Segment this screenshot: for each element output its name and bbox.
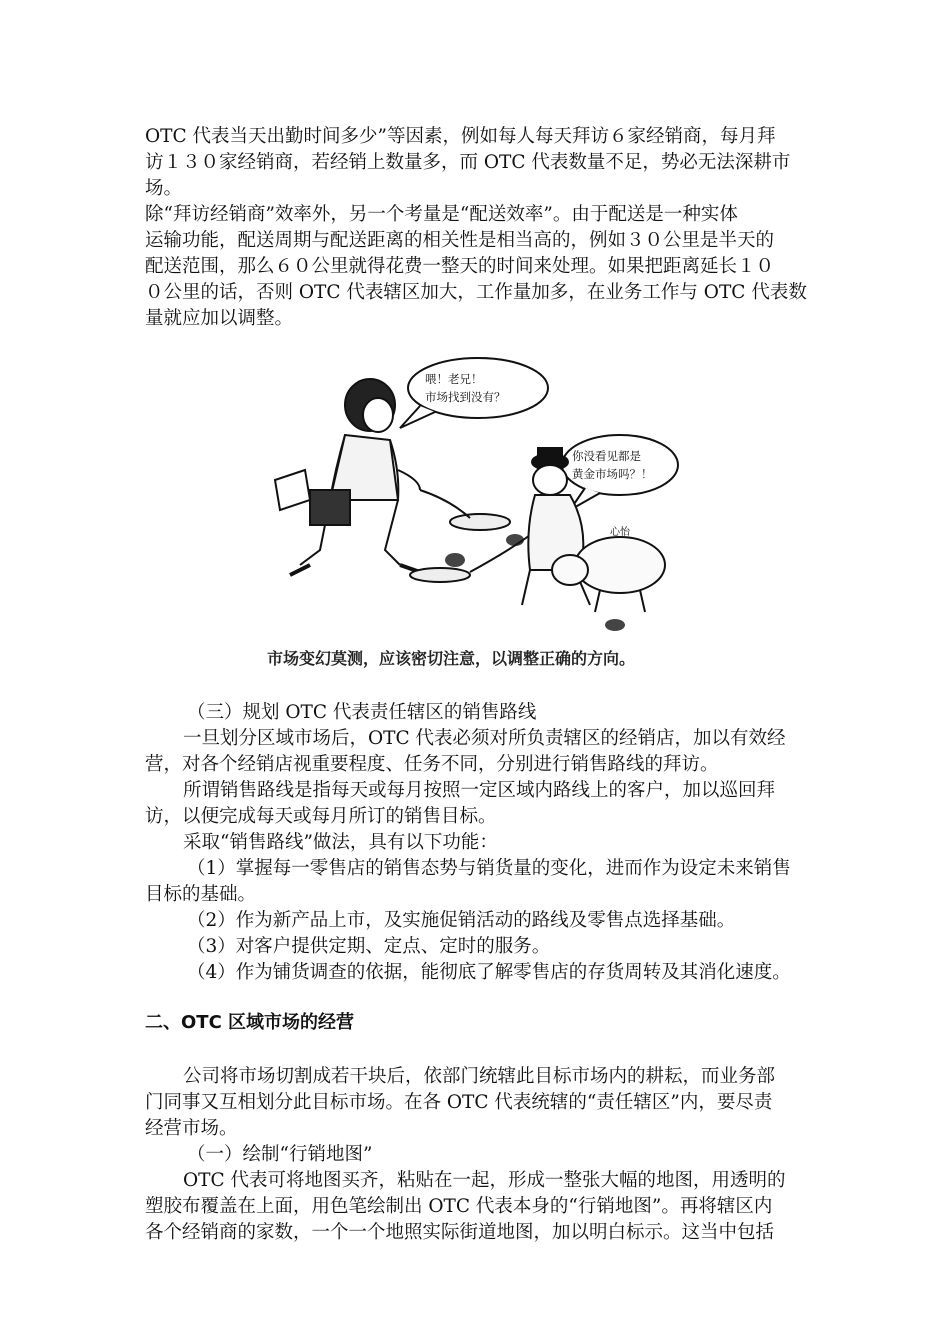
list-item-3: （3）对客户提供定期、定点、定时的服务。 xyxy=(187,936,551,957)
paragraph-line: 各个经销商的家数，一个一个地照实际街道地图，加以明白标示。这当中包括 xyxy=(145,1222,775,1243)
speech-bubble-left xyxy=(408,358,548,418)
figure-caption: 市场变幻莫测，应该密切注意，以调整正确的方向。 xyxy=(267,649,636,668)
paragraph-line: 配送范围，那么６０公里就得花费一整天的时间来处理。如果把距离延长１０ xyxy=(145,256,775,277)
bubble-left-line2: 市场找到没有？ xyxy=(425,390,506,404)
paragraph-line: 公司将市场切割成若干块后，依部门统辖此目标市场内的耕耘，而业务部 xyxy=(183,1066,776,1087)
paragraph-line: 除“拜访经销商”效率外，另一个考量是“配送效率”。由于配送是一种实体 xyxy=(145,204,738,225)
list-item-1: （1）掌握每一零售店的销售态势与销货量的变化，进而作为设定未来销售 xyxy=(187,858,791,879)
paragraph-line: 目标的基础。 xyxy=(145,884,257,905)
paragraph-line: ０公里的话，否则 OTC 代表辖区加大，工作量加多，在业务工作与 OTC 代表数 xyxy=(145,282,807,303)
paragraph-line: 门同事又互相划分此目标市场。在各 OTC 代表统辖的“责任辖区”内，要尽责 xyxy=(145,1092,773,1113)
paragraph-line: OTC 代表可将地图买齐，粘贴在一起，形成一整张大幅的地图，用透明的 xyxy=(183,1170,786,1191)
paragraph-line: 量就应加以调整。 xyxy=(145,308,294,329)
paragraph-line: 采取“销售路线”做法，具有以下功能： xyxy=(183,832,498,853)
paragraph-line: 塑胶布覆盖在上面，用色笔绘制出 OTC 代表本身的“行销地图”。再将辖区内 xyxy=(145,1196,773,1217)
detector-plate xyxy=(410,568,470,582)
paragraph-line: 访，以便完成每天或每月所订的销售目标。 xyxy=(145,806,497,827)
cartoon-illustration xyxy=(250,350,700,640)
list-item-4: （4）作为铺货调查的依据，能彻底了解零售店的存货周转及其消化速度。 xyxy=(187,962,791,983)
bubble-left-line1: 喂！老兄！ xyxy=(425,372,483,386)
artist-signature: 心怡 xyxy=(610,527,630,538)
paragraph-line: OTC 代表当天出勤时间多少”等因素，例如每人每天拜访６家经销商，每月拜 xyxy=(145,126,776,147)
paragraph-line: 所谓销售路线是指每天或每月按照一定区域内路线上的客户，加以巡回拜 xyxy=(183,780,776,801)
subsection-title: （一）绘制“行销地图” xyxy=(187,1144,373,1165)
paragraph-line: 营，对各个经销店视重要程度、任务不同，分别进行销售路线的拜访。 xyxy=(145,754,719,775)
paragraph-line: 场。 xyxy=(145,178,183,199)
list-item-2: （2）作为新产品上市，及实施促销活动的路线及零售点选择基础。 xyxy=(187,910,736,931)
paragraph-line: 经营市场。 xyxy=(145,1118,238,1139)
paragraph-line: 访１３０家经销商，若经销上数量多，而 OTC 代表数量不足，势必无法深耕市 xyxy=(145,152,791,173)
speech-bubble-right xyxy=(562,435,678,495)
bubble-right-line2: 黄金市场吗？！ xyxy=(572,467,653,481)
paragraph-line: 一旦划分区域市场后，OTC 代表必须对所负责辖区的经销店，加以有效经 xyxy=(183,728,786,749)
section-heading: 二、OTC 区域市场的经营 xyxy=(145,1012,355,1033)
bubble-right-line1: 你没看见都是 xyxy=(572,449,641,463)
paragraph-line: 运输功能，配送周期与配送距离的相关性是相当高的，例如３０公里是半天的 xyxy=(145,230,775,251)
subsection-title: （三）规划 OTC 代表责任辖区的销售路线 xyxy=(187,702,537,723)
